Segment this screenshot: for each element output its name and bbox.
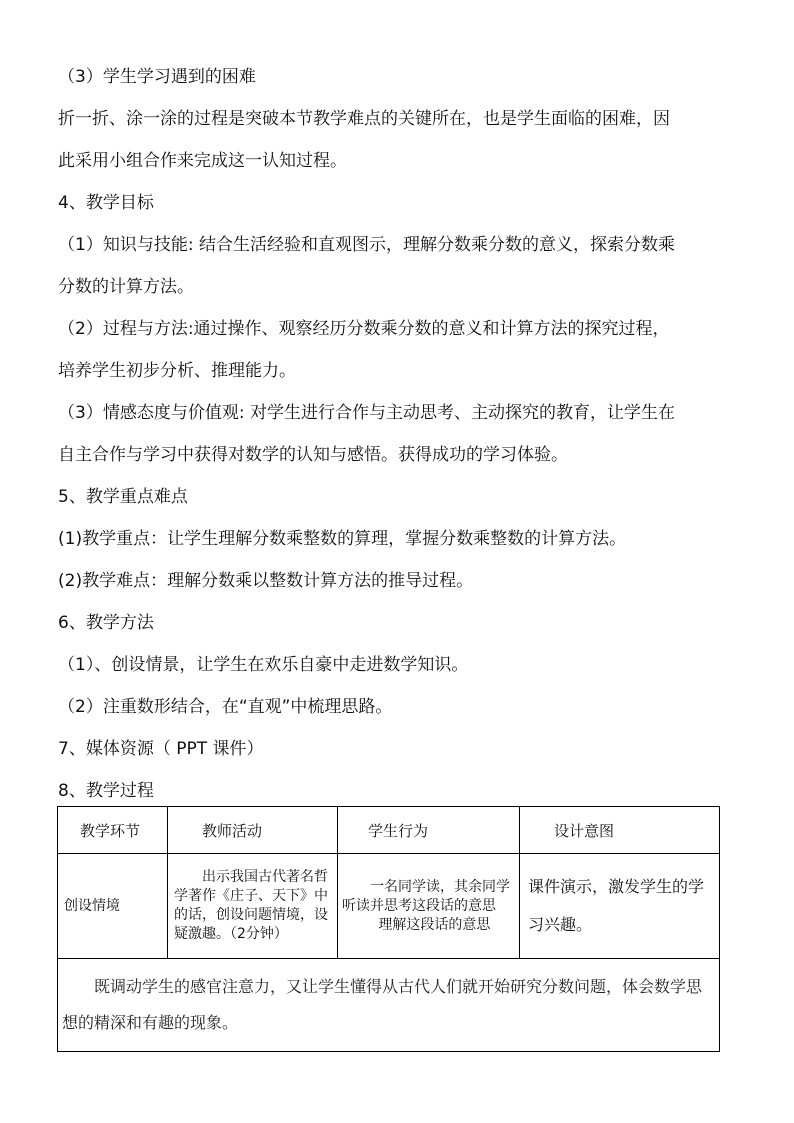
summary-cell: 既调动学生的感官注意力，又让学生懂得从古代人们就开始研究分数问题，体会数学思想的精深和有趣的现象。 (58, 959, 720, 1052)
heading-media-resources: 7、媒体资源（ PPT 课件） (58, 739, 264, 759)
paragraph-line: （2）注重数形结合，在“直观”中梳理思路。 (58, 697, 393, 717)
header-cell: 学生行为 (338, 807, 520, 854)
subheading-difficulties: （3）学生学习遇到的困难 (58, 67, 256, 87)
header-cell: 设计意图 (520, 807, 720, 854)
header-cell: 教学环节 (58, 807, 168, 854)
table-header-row (58, 807, 720, 854)
heading-key-points: 5、教学重点难点 (58, 487, 188, 507)
stage-cell: 创设情境 (58, 854, 168, 959)
paragraph-line: （3）情感态度与价值观: 对学生进行合作与主动思考、主动探究的教育，让学生在 (58, 403, 675, 423)
paragraph-line: 自主合作与学习中获得对数学的认知与感悟。获得成功的学习体验。 (58, 445, 568, 465)
paragraph-line: （1）、创设情景，让学生在欢乐自豪中走进数学知识。 (58, 655, 469, 675)
table-summary-row (58, 959, 720, 1052)
paragraph-line: (2)教学难点：理解分数乘以整数计算方法的推导过程。 (58, 571, 474, 591)
teacher-activity-cell: 出示我国古代著名哲学著作《庄子、天下》中的话，创设问题情境，设疑激趣。（2分钟） (168, 854, 338, 959)
paragraph-line: （1）知识与技能: 结合生活经验和直观图示，理解分数乘分数的意义，探索分数乘 (58, 235, 675, 255)
paragraph-line: (1)教学重点：让学生理解分数乘整数的算理，掌握分数乘整数的计算方法。 (58, 529, 627, 549)
table-row (58, 854, 720, 959)
paragraph-line: （2）过程与方法:通过操作、观察经历分数乘分数的意义和计算方法的探究过程， (58, 319, 670, 339)
heading-teaching-process: 8、教学过程 (58, 781, 154, 801)
paragraph-line: 折一折、涂一涂的过程是突破本节教学难点的关键所在，也是学生面临的困难，因 (58, 109, 670, 129)
design-intent-cell: 课件演示，激发学生的学习兴趣。 (520, 854, 720, 959)
student-behavior-cell: 一名同学读，其余同学听读并思考这段话的意思 理解这段话的意思 (338, 854, 520, 959)
header-cell: 教师活动 (168, 807, 338, 854)
heading-teaching-methods: 6、教学方法 (58, 613, 154, 633)
heading-teaching-goals: 4、教学目标 (58, 193, 154, 213)
paragraph-line: 此采用小组合作来完成这一认知过程。 (58, 151, 347, 171)
paragraph-line: 分数的计算方法。 (58, 277, 194, 297)
lesson-table (57, 806, 720, 1052)
paragraph-line: 培养学生初步分析、推理能力。 (58, 361, 296, 381)
